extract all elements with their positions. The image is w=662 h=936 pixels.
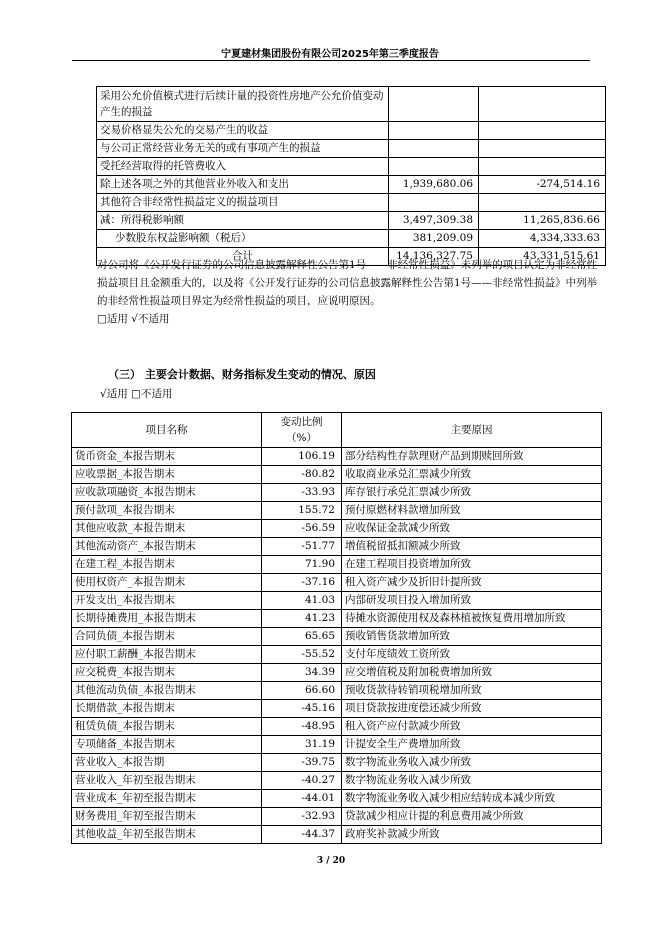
row-ratio: 66.60: [262, 682, 342, 700]
row-item: 合计: [97, 248, 389, 266]
row-current: [389, 158, 479, 176]
table-row: [72, 538, 602, 556]
row-reason: 在建工程项目投资增加所致: [342, 556, 602, 574]
table-row: [97, 230, 606, 248]
table-row: [72, 628, 602, 646]
row-current: 14,136,327.75: [389, 248, 479, 266]
row-reason: 收取商业承兑汇票减少所致: [342, 466, 602, 484]
row-item: 其他符合非经常性损益定义的损益项目: [97, 194, 389, 212]
row-reason: 项目贷款按进度偿还减少所致: [342, 700, 602, 718]
table-row: [72, 700, 602, 718]
row-ytd: [479, 158, 606, 176]
table-row: [72, 448, 602, 466]
row-current: 1,939,680.06: [389, 176, 479, 194]
table-row: [97, 194, 606, 212]
table-row: [72, 682, 602, 700]
row-item: 长期待摊费用_本报告期末: [72, 610, 262, 628]
row-reason: 计提安全生产费增加所致: [342, 736, 602, 754]
row-item: 应收票据_本报告期末: [72, 466, 262, 484]
row-item: 货币资金_本报告期末: [72, 448, 262, 466]
row-item: 采用公允价值模式进行后续计量的投资性房地产公允价值变动产生的损益: [97, 87, 389, 122]
row-reason: 贷款减少相应计提的利息费用减少所致: [342, 808, 602, 826]
row-item: 少数股东权益影响额（税后）: [97, 230, 389, 248]
row-ratio: -51.77: [262, 538, 342, 556]
page-header-title: 宁夏建材集团股份有限公司2025年第三季度报告: [221, 49, 439, 60]
table-row: [72, 466, 602, 484]
row-ratio: 34.39: [262, 664, 342, 682]
row-reason: 支付年度绩效工资所致: [342, 646, 602, 664]
row-current: 3,497,309.38: [389, 212, 479, 230]
table-row: [72, 790, 602, 808]
table-row: [72, 502, 602, 520]
row-item: 财务费用_年初至报告期末: [72, 808, 262, 826]
header-rule: [72, 60, 590, 61]
row-ratio: 65.65: [262, 628, 342, 646]
row-ytd: [479, 87, 606, 122]
row-reason: 部分结构性存款理财产品到期赎回所致: [342, 448, 602, 466]
header-main-reason: 主要原因: [342, 413, 602, 448]
table-header-row: [72, 413, 602, 448]
table-row: [72, 826, 602, 844]
row-item: 开发支出_本报告期末: [72, 592, 262, 610]
row-ratio: -32.93: [262, 808, 342, 826]
table-row: [97, 158, 606, 176]
row-reason: 租入资产减少及折旧计提所致: [342, 574, 602, 592]
row-reason: 预付原燃材料款增加所致: [342, 502, 602, 520]
row-ratio: 41.23: [262, 610, 342, 628]
table-row: [72, 772, 602, 790]
header-ratio-unit: （%）: [286, 432, 317, 444]
table-row: [72, 484, 602, 502]
row-reason: 数字物流业务收入减少所致: [342, 754, 602, 772]
row-item: 营业收入_本报告期: [72, 754, 262, 772]
row-ratio: -45.16: [262, 700, 342, 718]
row-ytd: 4,334,333.63: [479, 230, 606, 248]
row-ratio: -39.75: [262, 754, 342, 772]
row-ratio: -44.01: [262, 790, 342, 808]
row-item: 专项储备_本报告期末: [72, 736, 262, 754]
row-ratio: -80.82: [262, 466, 342, 484]
row-item: 其他应收款_本报告期末: [72, 520, 262, 538]
row-item: 使用权资产_本报告期末: [72, 574, 262, 592]
non-recurring-gains-table: [96, 86, 606, 266]
row-ratio: -40.27: [262, 772, 342, 790]
row-reason: 数字物流业务收入减少所致: [342, 772, 602, 790]
row-current: 381,209.09: [389, 230, 479, 248]
row-ratio: -37.16: [262, 574, 342, 592]
row-ratio: 155.72: [262, 502, 342, 520]
row-ytd: -274,514.16: [479, 176, 606, 194]
row-ratio: 106.19: [262, 448, 342, 466]
row-item: 租赁负债_本报告期末: [72, 718, 262, 736]
row-item: 营业收入_年初至报告期末: [72, 772, 262, 790]
row-reason: 政府奖补款减少所致: [342, 826, 602, 844]
note-paragraph: 对公司将《公开发行证券的公司信息披露解释性公告第1号——非经常性损益》未列举的项目认定为非经常性损益项目且金额重大的，以及将《公开发行证券的公司信息披露解释性公告第1号——非经常性损益》中列举的非经常性损益项目界定为经常性损益的项目，应说明原因。: [97, 259, 598, 307]
header-change-ratio: [262, 413, 342, 448]
row-reason: 数字物流业务收入减少相应结转成本减少所致: [342, 790, 602, 808]
row-ytd: [479, 194, 606, 212]
row-current: [389, 87, 479, 122]
table-row: [72, 808, 602, 826]
row-item: 其他流动负债_本报告期末: [72, 682, 262, 700]
row-reason: 应收保证金款减少所致: [342, 520, 602, 538]
row-ytd: 11,265,836.66: [479, 212, 606, 230]
table-row: [72, 754, 602, 772]
row-item: 应交税费_本报告期末: [72, 664, 262, 682]
row-reason: 租入资产应付款减少所致: [342, 718, 602, 736]
row-reason: 预收销售货款增加所致: [342, 628, 602, 646]
header-ratio-label: 变动比例: [280, 416, 323, 428]
table-row: [72, 718, 602, 736]
table-row: [72, 556, 602, 574]
table-row: [72, 610, 602, 628]
row-item: 交易价格显失公允的交易产生的收益: [97, 122, 389, 140]
row-item: 应付职工薪酬_本报告期末: [72, 646, 262, 664]
row-ratio: -33.93: [262, 484, 342, 502]
row-item: 预付款项_本报告期末: [72, 502, 262, 520]
row-reason: 增值税留抵扣额减少所致: [342, 538, 602, 556]
row-item: 营业成本_年初至报告期末: [72, 790, 262, 808]
row-ytd: [479, 140, 606, 158]
change-reasons-table: [71, 412, 602, 844]
table-row: [97, 87, 606, 122]
section-applicability: √适用 □不适用: [100, 388, 173, 400]
row-ratio: -56.59: [262, 520, 342, 538]
table-row: [72, 646, 602, 664]
page-number: 3 / 20: [316, 856, 346, 866]
row-ytd: [479, 122, 606, 140]
row-item: 合同负债_本报告期末: [72, 628, 262, 646]
row-reason: 预收货款待转销项税增加所致: [342, 682, 602, 700]
row-ratio: 31.19: [262, 736, 342, 754]
table-row: [72, 520, 602, 538]
row-current: [389, 122, 479, 140]
row-reason: 库存银行承兑汇票减少所致: [342, 484, 602, 502]
table-row: [72, 592, 602, 610]
row-ratio: -44.37: [262, 826, 342, 844]
row-item: 减：所得税影响额: [97, 212, 389, 230]
row-item: 其他收益_年初至报告期末: [72, 826, 262, 844]
table-row: [97, 176, 606, 194]
row-current: [389, 140, 479, 158]
row-ratio: 71.90: [262, 556, 342, 574]
row-item: 其他流动资产_本报告期末: [72, 538, 262, 556]
table-row: [72, 574, 602, 592]
table-row: [97, 122, 606, 140]
section-title: （三） 主要会计数据、财务指标发生变动的情况、原因: [108, 368, 376, 381]
row-item: 受托经营取得的托管费收入: [97, 158, 389, 176]
row-item: 应收款项融资_本报告期末: [72, 484, 262, 502]
row-ratio: -55.52: [262, 646, 342, 664]
row-ytd: 43,331,515.61: [479, 248, 606, 266]
table-row: [72, 736, 602, 754]
row-current: [389, 194, 479, 212]
row-item: 在建工程_本报告期末: [72, 556, 262, 574]
row-item: 与公司正常经营业务无关的或有事项产生的损益: [97, 140, 389, 158]
row-item: 长期借款_本报告期末: [72, 700, 262, 718]
table-row: [72, 664, 602, 682]
row-ratio: 41.03: [262, 592, 342, 610]
row-item: 除上述各项之外的其他营业外收入和支出: [97, 176, 389, 194]
table-row: [97, 212, 606, 230]
note-applicability: □适用 √不适用: [97, 313, 170, 325]
table-row: [97, 140, 606, 158]
row-reason: 待摊水资源使用权及森林植被恢复费用增加所致: [342, 610, 602, 628]
row-reason: 内部研发项目投入增加所致: [342, 592, 602, 610]
row-ratio: -48.95: [262, 718, 342, 736]
header-item-name: 项目名称: [72, 413, 262, 448]
row-reason: 应交增值税及附加税费增加所致: [342, 664, 602, 682]
